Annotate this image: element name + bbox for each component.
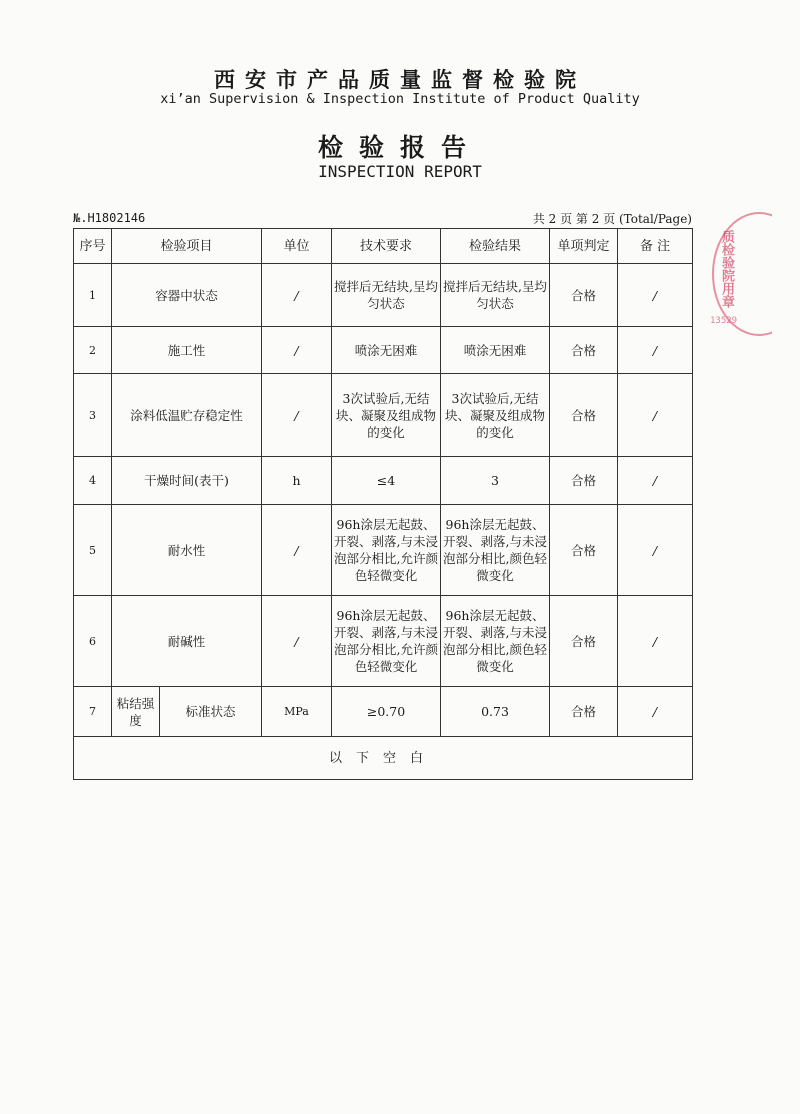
row-judgment: 合格 xyxy=(550,596,618,687)
row-remark: / xyxy=(618,374,693,457)
row-index: 2 xyxy=(74,327,112,374)
row-requirement: ≤4 xyxy=(332,457,441,505)
row-result: 96h涂层无起鼓、开裂、剥落,与未浸泡部分相比,颜色轻微变化 xyxy=(441,505,550,596)
header-index: 序号 xyxy=(74,229,112,264)
blank-note-row xyxy=(74,737,693,780)
row-requirement: 3次试验后,无结块、凝聚及组成物的变化 xyxy=(332,374,441,457)
header-item: 检验项目 xyxy=(112,229,262,264)
row-remark: / xyxy=(618,457,693,505)
row-result: 3次试验后,无结块、凝聚及组成物的变化 xyxy=(441,374,550,457)
row-judgment: 合格 xyxy=(550,457,618,505)
row-result: 3 xyxy=(441,457,550,505)
table-row xyxy=(74,457,693,505)
row-unit: / xyxy=(262,327,332,374)
row-remark: / xyxy=(618,505,693,596)
official-seal xyxy=(702,208,772,338)
report-title-cn: 检验报告 xyxy=(317,133,482,162)
row-requirement: 搅拌后无结块,呈均匀状态 xyxy=(332,264,441,327)
row-item-group: 粘结强度 xyxy=(112,687,160,737)
table-row xyxy=(74,264,693,327)
header-unit: 单位 xyxy=(262,229,332,264)
row-unit: h xyxy=(262,457,332,505)
row-item: 耐碱性 xyxy=(112,596,262,687)
row-unit: / xyxy=(262,374,332,457)
row-remark: / xyxy=(618,687,693,737)
row-item: 涂料低温贮存稳定性 xyxy=(112,374,262,457)
header-remark: 备 注 xyxy=(618,229,693,264)
row-index: 5 xyxy=(74,505,112,596)
row-requirement: 96h涂层无起鼓、开裂、剥落,与未浸泡部分相比,允许颜色轻微变化 xyxy=(332,505,441,596)
header-result: 检验结果 xyxy=(441,229,550,264)
row-item: 耐水性 xyxy=(112,505,262,596)
row-judgment: 合格 xyxy=(550,327,618,374)
row-judgment: 合格 xyxy=(550,687,618,737)
row-judgment: 合格 xyxy=(550,264,618,327)
report-title-en: INSPECTION REPORT xyxy=(318,162,482,181)
row-result: 喷涂无困难 xyxy=(441,327,550,374)
row-index: 3 xyxy=(74,374,112,457)
row-item-sub: 标准状态 xyxy=(160,687,262,737)
row-index: 7 xyxy=(74,687,112,737)
table-row xyxy=(74,687,693,737)
table-header-row xyxy=(74,229,693,264)
row-item: 干燥时间(表干) xyxy=(112,457,262,505)
row-judgment: 合格 xyxy=(550,505,618,596)
seal-text: 质检验院用章 xyxy=(719,230,734,308)
row-unit: / xyxy=(262,505,332,596)
row-index: 4 xyxy=(74,457,112,505)
row-index: 1 xyxy=(74,264,112,327)
inspection-table xyxy=(73,228,693,780)
row-requirement: 喷涂无困难 xyxy=(332,327,441,374)
row-unit: MPa xyxy=(262,687,332,737)
row-unit: / xyxy=(262,264,332,327)
page-info: 共 2 页 第 2 页 (Total/Page) xyxy=(532,212,692,226)
seal-number: 13529 xyxy=(710,316,738,326)
header-requirement: 技术要求 xyxy=(332,229,441,264)
row-requirement: 96h涂层无起鼓、开裂、剥落,与未浸泡部分相比,允许颜色轻微变化 xyxy=(332,596,441,687)
institute-name-en: xi’an Supervision & Inspection Institute of Product Quality xyxy=(160,91,640,107)
row-requirement: ≥0.70 xyxy=(332,687,441,737)
institute-name-cn: 西安市产品质量监督检验院 xyxy=(214,67,586,92)
table-row xyxy=(74,374,693,457)
row-result: 搅拌后无结块,呈均匀状态 xyxy=(441,264,550,327)
report-number: №.H1802146 xyxy=(73,211,146,225)
table-row xyxy=(74,505,693,596)
row-remark: / xyxy=(618,596,693,687)
blank-note: 以下空白 xyxy=(74,737,693,780)
row-remark: / xyxy=(618,264,693,327)
row-index: 6 xyxy=(74,596,112,687)
row-item: 施工性 xyxy=(112,327,262,374)
row-result: 0.73 xyxy=(441,687,550,737)
row-item: 容器中状态 xyxy=(112,264,262,327)
table-row xyxy=(74,327,693,374)
row-remark: / xyxy=(618,327,693,374)
row-result: 96h涂层无起鼓、开裂、剥落,与未浸泡部分相比,颜色轻微变化 xyxy=(441,596,550,687)
header-judgment: 单项判定 xyxy=(550,229,618,264)
row-unit: / xyxy=(262,596,332,687)
row-judgment: 合格 xyxy=(550,374,618,457)
table-row xyxy=(74,596,693,687)
